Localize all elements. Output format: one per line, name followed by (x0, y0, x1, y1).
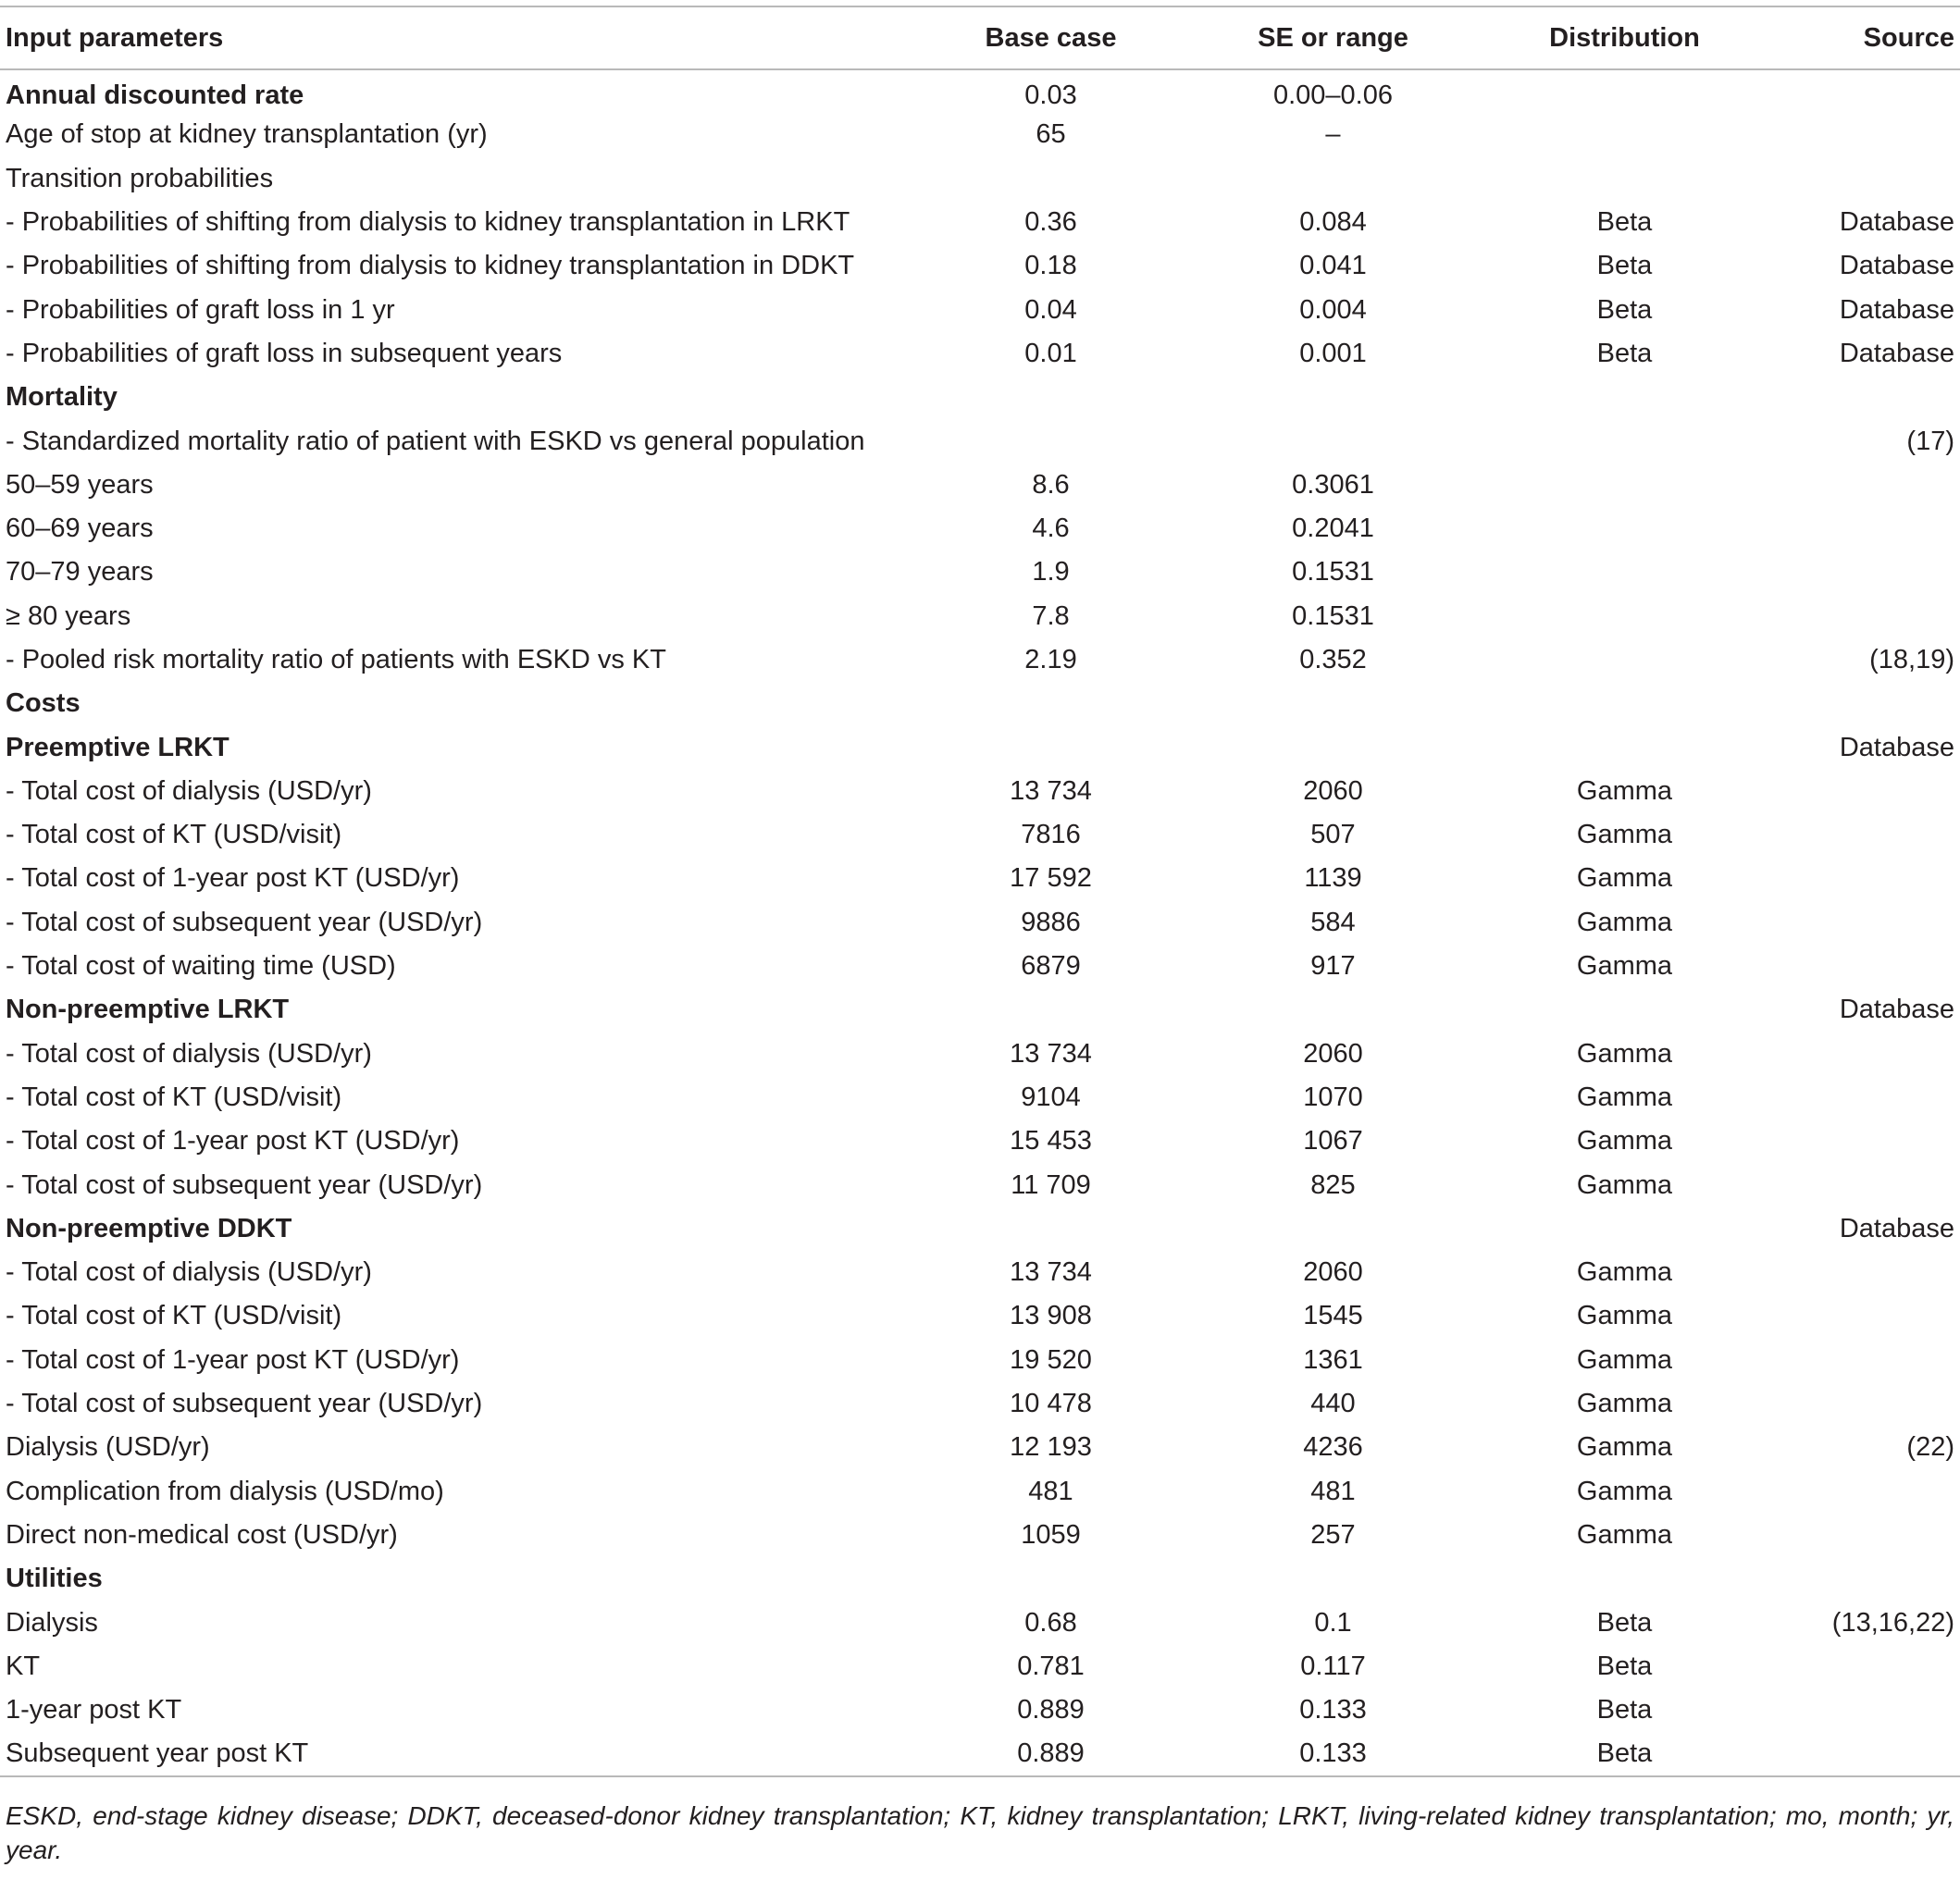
table-row (0, 682, 1960, 725)
table-row (0, 1339, 1960, 1382)
cell-distribution: Gamma (1576, 775, 1673, 806)
cell-se-or-range: 584 (1310, 907, 1356, 937)
table-row (0, 1163, 1960, 1206)
cell-distribution: Gamma (1576, 1082, 1673, 1112)
table-row (0, 376, 1960, 419)
cell-se-or-range (1173, 682, 1493, 725)
cell-distribution: Gamma (1576, 1257, 1673, 1288)
cell-base-case (928, 419, 1173, 463)
table-row (0, 1251, 1960, 1294)
cell-source: Database (1839, 251, 1954, 281)
cell-base-case (928, 1207, 1173, 1251)
cell-input-parameter: Dialysis (6, 1607, 98, 1638)
cell-distribution: Gamma (1576, 1169, 1673, 1200)
cell-distribution (1493, 682, 1756, 725)
cell-base-case: 6879 (1021, 951, 1081, 982)
cell-base-case: 17 592 (1010, 863, 1092, 894)
cell-base-case: 13 734 (1010, 1038, 1092, 1069)
cell-source: (13,16,22) (1831, 1607, 1954, 1638)
cell-se-or-range (1173, 419, 1493, 463)
cell-se-or-range (1173, 1557, 1493, 1601)
table-row (0, 1557, 1960, 1601)
table-row (0, 1033, 1960, 1076)
cell-se-or-range: 1067 (1303, 1126, 1363, 1156)
cell-input-parameter: - Total cost of KT (USD/visit) (6, 1082, 342, 1112)
cell-base-case: 11 709 (1011, 1169, 1091, 1200)
cell-input-parameter: 60–69 years (6, 513, 154, 544)
cell-source (1756, 464, 1960, 507)
cell-se-or-range: 440 (1310, 1389, 1356, 1419)
cell-se-or-range: 0.3061 (1292, 469, 1374, 500)
cell-base-case: 0.03 (1024, 80, 1077, 110)
cell-distribution: Gamma (1576, 907, 1673, 937)
cell-se-or-range: 481 (1310, 1476, 1356, 1506)
cell-source (1756, 1514, 1960, 1557)
cell-base-case: 15 453 (1010, 1126, 1092, 1156)
cell-distribution: Gamma (1576, 1519, 1673, 1550)
cell-se-or-range: 0.00–0.06 (1272, 80, 1393, 110)
cell-source (1756, 1470, 1960, 1514)
cell-base-case: 13 734 (1010, 1257, 1092, 1288)
cell-se-or-range: 2060 (1303, 1038, 1363, 1069)
cell-input-parameter: - Probabilities of shifting from dialysis to kidney transplantation in LRKT (6, 207, 850, 238)
cell-input-parameter: - Total cost of dialysis (USD/yr) (6, 1038, 372, 1069)
cell-base-case: 7816 (1021, 820, 1081, 850)
cell-distribution (1493, 595, 1756, 638)
cell-se-or-range: 0.1531 (1292, 557, 1374, 588)
cell-se-or-range: 507 (1310, 820, 1356, 850)
table-row (0, 595, 1960, 638)
cell-source (1756, 376, 1960, 419)
table-row (0, 725, 1960, 769)
table-row (0, 1601, 1960, 1644)
cell-source (1756, 550, 1960, 594)
cell-base-case: 9886 (1021, 907, 1081, 937)
cell-distribution (1493, 1557, 1756, 1601)
cell-distribution: Beta (1596, 1651, 1653, 1681)
table-row (0, 857, 1960, 900)
table-row (0, 201, 1960, 244)
cell-se-or-range: 2060 (1303, 775, 1363, 806)
table-row (0, 1426, 1960, 1469)
cell-distribution: Gamma (1576, 1432, 1673, 1463)
cell-base-case: 65 (1036, 119, 1066, 150)
cell-base-case: 0.36 (1024, 207, 1077, 238)
cell-se-or-range: 4236 (1303, 1432, 1363, 1463)
cell-source (1756, 770, 1960, 813)
cell-input-parameter: 1-year post KT (6, 1695, 182, 1725)
cell-source: (18,19) (1869, 645, 1954, 674)
cell-base-case: 4.6 (1032, 513, 1070, 544)
cell-distribution: Gamma (1576, 1126, 1673, 1156)
cell-source (1756, 1294, 1960, 1338)
cell-base-case (928, 157, 1173, 201)
cell-base-case: 1059 (1021, 1519, 1081, 1550)
cell-source: Database (1839, 207, 1954, 238)
cell-input-parameter: Utilities (6, 1564, 103, 1594)
table-body (0, 69, 1960, 1776)
cell-input-parameter: Non-preemptive LRKT (6, 995, 290, 1025)
cell-input-parameter: - Total cost of 1-year post KT (USD/yr) (6, 863, 460, 894)
cell-source (1756, 813, 1960, 857)
cell-se-or-range (1173, 1207, 1493, 1251)
cell-base-case (928, 1557, 1173, 1601)
cell-se-or-range: 0.133 (1173, 1732, 1493, 1775)
cell-input-parameter: - Total cost of subsequent year (USD/yr) (6, 1389, 483, 1419)
cell-source: Database (1839, 1213, 1954, 1243)
table-row (0, 1732, 1960, 1775)
cell-distribution (1493, 725, 1756, 769)
cell-distribution: Gamma (1576, 1301, 1673, 1331)
cell-input-parameter: 70–79 years (6, 557, 154, 588)
cell-input-parameter: - Total cost of dialysis (USD/yr) (6, 775, 372, 806)
table-row (0, 464, 1960, 507)
cell-se-or-range: 0.117 (1300, 1651, 1366, 1681)
table-row (0, 507, 1960, 550)
cell-source (1756, 1732, 1960, 1775)
cell-distribution: Beta (1596, 1607, 1653, 1638)
cell-distribution: Gamma (1576, 863, 1673, 894)
cell-source (1756, 1076, 1960, 1119)
cell-input-parameter: Dialysis (USD/yr) (6, 1432, 210, 1463)
cell-source (1756, 507, 1960, 550)
cell-input-parameter: - Probabilities of shifting from dialysis to kidney transplantation in DDKT (6, 251, 855, 281)
table-row (0, 945, 1960, 988)
cell-input-parameter: - Probabilities of graft loss in 1 yr (6, 294, 395, 325)
header-input-parameters: Input parameters (0, 6, 928, 69)
cell-se-or-range: 0.041 (1299, 251, 1367, 281)
cell-base-case: 13 734 (1010, 775, 1092, 806)
cell-distribution: Beta (1596, 207, 1653, 238)
cell-distribution: Beta (1596, 338, 1653, 368)
table-row (0, 638, 1960, 682)
table-row (0, 1207, 1960, 1251)
cell-se-or-range: 2060 (1303, 1257, 1363, 1288)
cell-se-or-range: 0.1531 (1292, 600, 1374, 631)
cell-source (1756, 113, 1960, 156)
cell-input-parameter: - Total cost of 1-year post KT (USD/yr) (6, 1126, 460, 1156)
table-row (0, 1382, 1960, 1426)
cell-distribution (1493, 550, 1756, 594)
cell-source: Database (1839, 732, 1954, 762)
cell-base-case: 13 908 (1010, 1301, 1092, 1331)
cell-se-or-range: – (1325, 119, 1341, 150)
header-source: Source (1756, 6, 1960, 69)
cell-distribution: Beta (1493, 1732, 1756, 1775)
cell-source (1756, 1688, 1960, 1732)
cell-input-parameter: Subsequent year post KT (0, 1732, 928, 1775)
cell-input-parameter: ≥ 80 years (6, 600, 131, 631)
cell-source (1756, 1251, 1960, 1294)
table-row (0, 1514, 1960, 1557)
cell-input-parameter: - Total cost of dialysis (USD/yr) (6, 1257, 372, 1288)
input-parameters-table (0, 6, 1960, 1777)
cell-se-or-range: 0.2041 (1292, 513, 1374, 544)
cell-se-or-range: 1545 (1303, 1301, 1363, 1331)
cell-base-case: 0.04 (1024, 294, 1077, 325)
cell-se-or-range: 257 (1310, 1519, 1356, 1550)
cell-se-or-range: 1139 (1304, 863, 1362, 894)
table-row (0, 988, 1960, 1032)
cell-se-or-range (1173, 376, 1493, 419)
cell-distribution (1493, 1207, 1756, 1251)
cell-source (1756, 1163, 1960, 1206)
cell-base-case: 1.9 (1032, 557, 1070, 588)
cell-input-parameter: - Probabilities of graft loss in subsequent years (6, 338, 563, 368)
cell-distribution: Beta (1596, 294, 1653, 325)
cell-input-parameter: Annual discounted rate (6, 80, 304, 110)
table-row (0, 288, 1960, 331)
cell-input-parameter: Direct non-medical cost (USD/yr) (6, 1519, 398, 1550)
table-row (0, 813, 1960, 857)
cell-input-parameter: Preemptive LRKT (6, 732, 229, 762)
cell-distribution: Gamma (1576, 820, 1673, 850)
cell-base-case: 12 193 (1010, 1432, 1092, 1463)
cell-source (1756, 1119, 1960, 1163)
cell-base-case: 10 478 (1010, 1389, 1092, 1419)
cell-se-or-range (1173, 988, 1493, 1032)
cell-source: (22) (1906, 1432, 1954, 1463)
cell-base-case: 0.889 (1017, 1695, 1085, 1725)
table-row (0, 332, 1960, 376)
cell-se-or-range (1173, 725, 1493, 769)
cell-base-case (928, 988, 1173, 1032)
cell-input-parameter: 50–59 years (6, 469, 154, 500)
cell-distribution (1493, 638, 1756, 682)
cell-base-case: 0.781 (1017, 1651, 1085, 1681)
cell-base-case (928, 725, 1173, 769)
cell-base-case: 0.889 (928, 1732, 1173, 1775)
header-base-case: Base case (928, 6, 1173, 69)
cell-source (1756, 69, 1960, 113)
cell-source (1756, 682, 1960, 725)
cell-distribution: Gamma (1576, 951, 1673, 982)
table-row (0, 1294, 1960, 1338)
cell-input-parameter: Mortality (6, 382, 118, 413)
cell-distribution (1493, 988, 1756, 1032)
cell-distribution: Gamma (1576, 1476, 1673, 1506)
table-row (0, 550, 1960, 594)
cell-distribution (1493, 419, 1756, 463)
cell-base-case: 2.19 (1024, 645, 1077, 674)
cell-source: Database (1839, 294, 1954, 325)
table-row (0, 1688, 1960, 1732)
cell-base-case: 481 (1028, 1476, 1073, 1506)
cell-source: (17) (1906, 426, 1954, 456)
cell-se-or-range: 1070 (1303, 1082, 1363, 1112)
cell-distribution (1493, 157, 1756, 201)
cell-se-or-range: 825 (1310, 1169, 1356, 1200)
cell-se-or-range: 0.133 (1299, 1695, 1367, 1725)
cell-source (1756, 1033, 1960, 1076)
cell-se-or-range: 917 (1310, 951, 1356, 982)
cell-distribution: Gamma (1576, 1038, 1673, 1069)
header-se-or-range: SE or range (1173, 6, 1493, 69)
table-header-row (0, 6, 1960, 69)
cell-base-case: 0.68 (1024, 1607, 1077, 1638)
cell-input-parameter: Transition probabilities (6, 163, 274, 193)
cell-source (1756, 1557, 1960, 1601)
table-row (0, 244, 1960, 288)
cell-distribution: Beta (1596, 1695, 1653, 1725)
cell-distribution (1493, 376, 1756, 419)
cell-source (1756, 595, 1960, 638)
cell-distribution: Beta (1596, 251, 1653, 281)
cell-distribution: Gamma (1576, 1389, 1673, 1419)
table-row (0, 1470, 1960, 1514)
cell-input-parameter: Costs (6, 688, 81, 719)
table-row (0, 113, 1960, 156)
cell-input-parameter: - Total cost of KT (USD/visit) (6, 820, 342, 850)
cell-source (1756, 157, 1960, 201)
cell-input-parameter: - Total cost of subsequent year (USD/yr) (6, 1169, 483, 1200)
table-row (0, 1645, 1960, 1688)
table-row (0, 419, 1960, 463)
cell-distribution (1493, 69, 1756, 113)
table-footnote: ESKD, end-stage kidney disease; DDKT, deceased-donor kidney transplantation; KT, kidney transplantation; LRKT, living-related kidney transplantation; mo, month; yr, year. (6, 1801, 1954, 1864)
header-distribution: Distribution (1493, 6, 1756, 69)
cell-base-case: 0.01 (1024, 338, 1077, 368)
cell-source (1756, 1339, 1960, 1382)
cell-input-parameter: - Total cost of KT (USD/visit) (6, 1301, 342, 1331)
cell-input-parameter: Complication from dialysis (USD/mo) (6, 1476, 444, 1506)
cell-base-case (928, 682, 1173, 725)
table-row (0, 1119, 1960, 1163)
cell-se-or-range: 0.001 (1299, 338, 1367, 368)
cell-source: Database (1839, 995, 1954, 1025)
cell-base-case: 7.8 (1032, 600, 1070, 631)
table-row (0, 1076, 1960, 1119)
cell-distribution (1493, 113, 1756, 156)
cell-source: Database (1839, 338, 1954, 368)
cell-se-or-range: 0.004 (1299, 294, 1367, 325)
cell-se-or-range: 0.084 (1299, 207, 1367, 238)
cell-source (1756, 1645, 1960, 1688)
cell-base-case: 0.18 (1024, 251, 1077, 281)
table-row (0, 157, 1960, 201)
cell-distribution: Gamma (1576, 1344, 1673, 1375)
parameters-table-container (0, 6, 1960, 1777)
cell-input-parameter: Age of stop at kidney transplantation (yr) (6, 119, 488, 150)
cell-base-case: 9104 (1021, 1082, 1081, 1112)
cell-input-parameter: - Total cost of waiting time (USD) (6, 951, 396, 982)
cell-input-parameter: - Total cost of subsequent year (USD/yr) (6, 907, 483, 937)
cell-input-parameter: - Standardized mortality ratio of patient with ESKD vs general population (6, 426, 865, 456)
cell-source (1756, 857, 1960, 900)
cell-se-or-range: 0.1 (1314, 1607, 1352, 1638)
cell-base-case: 19 520 (1010, 1344, 1092, 1375)
cell-source (1756, 901, 1960, 945)
cell-source (1756, 945, 1960, 988)
table-row (0, 901, 1960, 945)
cell-distribution (1493, 464, 1756, 507)
cell-base-case (928, 376, 1173, 419)
cell-input-parameter: Non-preemptive DDKT (6, 1213, 292, 1243)
cell-input-parameter: KT (6, 1651, 41, 1681)
cell-se-or-range: 0.352 (1299, 645, 1367, 674)
table-row (0, 69, 1960, 113)
cell-se-or-range (1173, 157, 1493, 201)
cell-source (1756, 1382, 1960, 1426)
cell-distribution (1493, 507, 1756, 550)
table-row (0, 770, 1960, 813)
cell-base-case: 8.6 (1032, 469, 1070, 500)
cell-input-parameter: - Total cost of 1-year post KT (USD/yr) (6, 1344, 460, 1375)
cell-input-parameter: - Pooled risk mortality ratio of patients with ESKD vs KT (6, 645, 666, 674)
cell-se-or-range: 1361 (1303, 1344, 1363, 1375)
